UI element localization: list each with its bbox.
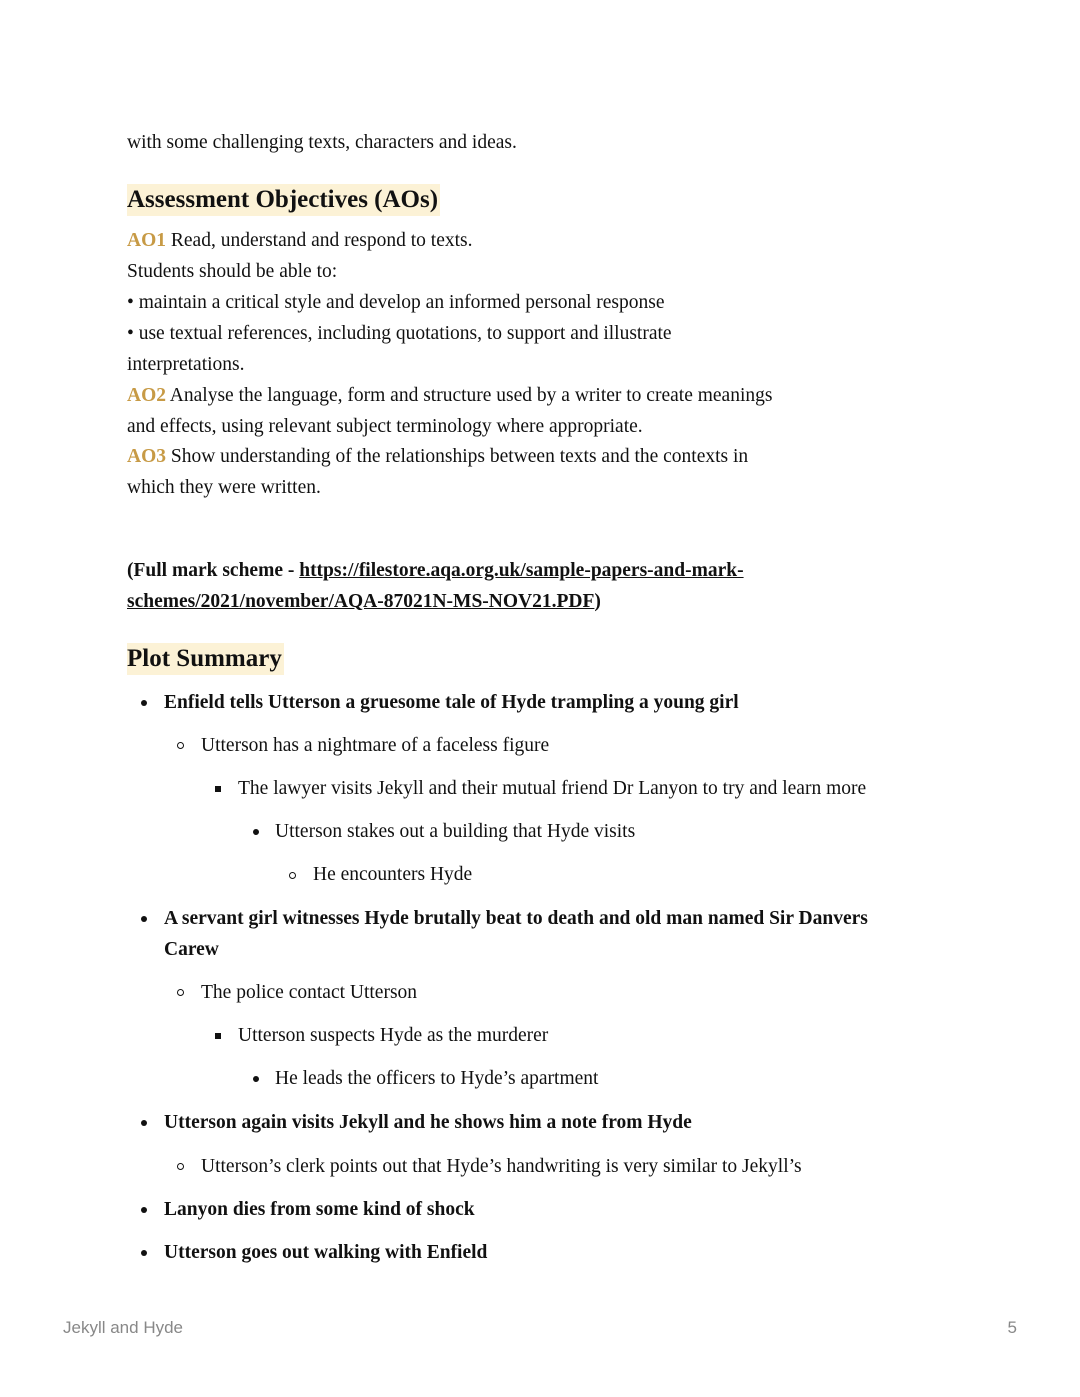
ao1-point-cont: interpretations. <box>127 354 245 375</box>
list-item: Utterson has a nightmare of a faceless figure <box>201 735 550 756</box>
ao3-text: Show understanding of the relationships between texts and the contexts in <box>166 446 749 467</box>
ao2-text: Analyse the language, form and structure used by a writer to create meanings <box>166 385 773 406</box>
bullet-circle-icon <box>177 1163 184 1170</box>
ao3-cont: which they were written. <box>127 477 321 498</box>
bullet-disc-icon <box>141 916 147 922</box>
plot-heading: Plot Summary <box>127 643 284 675</box>
list-item: He encounters Hyde <box>313 864 473 885</box>
mark-scheme-suffix: ) <box>594 591 601 612</box>
list-item: The lawyer visits Jekyll and their mutual friend Dr Lanyon to try and learn more <box>238 778 867 799</box>
bullet-disc-icon <box>141 1250 147 1256</box>
ao3-line <box>127 441 748 472</box>
ao-heading: Assessment Objectives (AOs) <box>127 184 440 216</box>
list-item: Utterson suspects Hyde as the murderer <box>238 1025 549 1046</box>
list-item: Utterson’s clerk points out that Hyde’s handwriting is very similar to Jekyll’s <box>201 1156 802 1177</box>
list-item: Lanyon dies from some kind of shock <box>164 1199 475 1220</box>
mark-scheme-prefix: (Full mark scheme - <box>127 560 300 581</box>
ao1-point: • maintain a critical style and develop an informed personal response <box>127 292 665 313</box>
bullet-disc-icon <box>253 1076 259 1082</box>
ao1-point: • use textual references, including quotations, to support and illustrate <box>127 323 672 344</box>
list-item: Utterson again visits Jekyll and he shows him a note from Hyde <box>164 1112 692 1133</box>
ao1-line <box>127 225 473 256</box>
ao1-label: AO1 <box>127 230 166 251</box>
bullet-disc-icon <box>141 700 147 706</box>
bullet-square-icon <box>215 1033 221 1039</box>
list-item: He leads the officers to Hyde’s apartment <box>275 1068 599 1089</box>
list-item: Utterson goes out walking with Enfield <box>164 1242 488 1263</box>
ao2-cont: and effects, using relevant subject terminology where appropriate. <box>127 416 643 437</box>
footer-title: Jekyll and Hyde <box>63 1318 184 1337</box>
ao1-text: Read, understand and respond to texts. <box>166 230 473 251</box>
bullet-circle-icon <box>289 872 296 879</box>
ao2-label: AO2 <box>127 385 166 406</box>
page-number: 5 <box>1007 1318 1017 1337</box>
list-item: Utterson stakes out a building that Hyde visits <box>275 821 636 842</box>
ao2-line <box>127 380 772 411</box>
mark-scheme-link-cont[interactable]: schemes/2021/november/AQA-87021N-MS-NOV21.PDF <box>127 591 595 612</box>
mark-scheme-line1 <box>127 555 744 586</box>
list-item: The police contact Utterson <box>201 982 418 1003</box>
bullet-disc-icon <box>141 1207 147 1213</box>
ao1-lead: Students should be able to: <box>127 261 338 282</box>
mark-scheme-link[interactable]: https://filestore.aqa.org.uk/sample-papers-and-mark- <box>299 560 744 581</box>
list-item-cont: Carew <box>164 939 219 960</box>
bullet-disc-icon <box>253 829 259 835</box>
list-item: Enfield tells Utterson a gruesome tale of Hyde trampling a young girl <box>164 692 739 713</box>
intro-line: with some challenging texts, characters and ideas. <box>127 132 517 153</box>
mark-scheme-line2 <box>127 586 601 617</box>
bullet-circle-icon <box>177 989 184 996</box>
list-item: A servant girl witnesses Hyde brutally beat to death and old man named Sir Danvers <box>164 908 868 929</box>
bullet-circle-icon <box>177 742 184 749</box>
ao3-label: AO3 <box>127 446 166 467</box>
bullet-disc-icon <box>141 1120 147 1126</box>
bullet-square-icon <box>215 786 221 792</box>
